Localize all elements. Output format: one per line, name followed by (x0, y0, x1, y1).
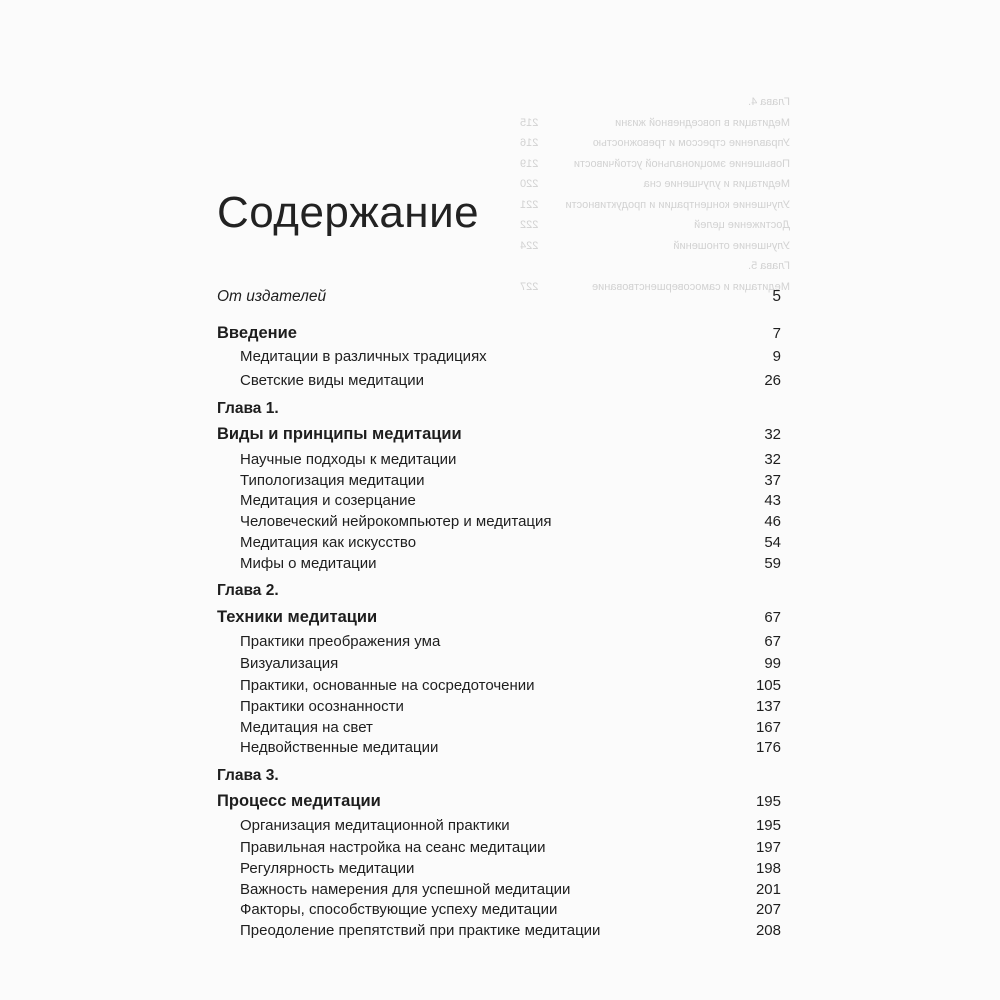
toc-section-entry (240, 674, 781, 696)
toc-entry-label: Практики, основанные на сосредоточении (240, 676, 535, 694)
toc-section-entry (240, 531, 781, 553)
toc-entry-label: Практики осознанности (240, 697, 404, 715)
toc-entry-page-number: 32 (764, 450, 781, 468)
toc-entry-page-number: 54 (764, 533, 781, 551)
toc-section-entry (240, 630, 781, 652)
toc-entry-label: Недвойственные медитации (240, 738, 439, 756)
toc-entry-label: Виды и принципы медитации (217, 424, 462, 443)
toc-chapter-entry (217, 790, 781, 812)
toc-entry-page-number: 32 (764, 425, 781, 443)
toc-entry-label: Медитация и созерцание (240, 491, 416, 509)
toc-section-entry (240, 469, 781, 491)
toc-chapter-number (217, 398, 781, 420)
toc-entry-page-number: 195 (755, 816, 781, 834)
toc-section-entry (240, 898, 781, 920)
toc-entry-label: Глава 2. (217, 582, 279, 599)
toc-entry-label: Типологизация медитации (240, 471, 425, 489)
toc-entry-label: Медитации в различных традициях (240, 347, 487, 365)
toc-entry-label: Важность намерения для успешной медитации (240, 880, 571, 898)
toc-section-entry (240, 510, 781, 532)
toc-chapter-entry (217, 423, 781, 445)
toc-entry-page-number: 7 (772, 324, 781, 342)
toc-entry-label: Медитация как искусство (240, 533, 417, 551)
toc-entry-page-number: 43 (764, 491, 781, 509)
toc-entry-label: Регулярность медитации (240, 859, 415, 877)
toc-entry-page-number: 198 (755, 859, 781, 877)
toc-chapter-entry (217, 606, 781, 628)
toc-entry-page-number: 167 (755, 718, 781, 736)
toc-entry-page-number: 105 (755, 676, 781, 694)
toc-section-entry (240, 878, 781, 900)
toc-section-entry (240, 716, 781, 738)
toc-chapter-number (217, 765, 781, 787)
toc-entry-page-number: 37 (764, 471, 781, 489)
toc-entry-label: Человеческий нейрокомпьютер и медитация (240, 512, 552, 530)
bleed-through-text: Глава 4. Медитация в повседневной жизни 215 Управление стрессом и тревожностью 216 Повышение эмоциональной устойчивости 219 Медитация и улучшение сна 220 Улучшение концентрации и продуктивности 221 Достижение целей 222 Улучшение отношений 224 Глава 5. Медитация и самосовершенствование 227 (520, 96, 790, 293)
toc-chapter-number (217, 580, 781, 602)
toc-entry-label: Введение (217, 323, 297, 342)
toc-entry-page-number: 9 (772, 347, 781, 365)
toc-section-entry (240, 369, 781, 391)
toc-section-entry (240, 919, 781, 941)
toc-entry-page-number: 195 (755, 792, 781, 810)
toc-entry-page-number: 67 (764, 632, 781, 650)
toc-section-entry (240, 552, 781, 574)
toc-entry-page-number: 67 (764, 608, 781, 626)
toc-entry-label: Процесс медитации (217, 791, 381, 810)
toc-entry-label: Факторы, способствующие успеху медитации (240, 900, 558, 918)
toc-section-entry (240, 814, 781, 836)
toc-section-entry (240, 652, 781, 674)
toc-entry-label: От издателей (217, 288, 327, 305)
toc-section-entry (240, 489, 781, 511)
toc-entry-page-number: 176 (755, 738, 781, 756)
toc-entry-page-number: 46 (764, 512, 781, 530)
toc-front-entry (217, 286, 781, 308)
toc-entry-page-number: 26 (764, 371, 781, 389)
toc-chapter-entry (217, 322, 781, 344)
toc-entry-label: Преодоление препятствий при практике медитации (240, 921, 601, 939)
toc-entry-page-number: 5 (772, 288, 781, 305)
toc-entry-label: Практики преображения ума (240, 632, 441, 650)
toc-entry-page-number: 137 (755, 697, 781, 715)
toc-entry-label: Медитация на свет (240, 718, 373, 736)
toc-section-entry (240, 857, 781, 879)
toc-entry-label: Научные подходы к медитации (240, 450, 457, 468)
toc-section-entry (240, 695, 781, 717)
toc-entry-page-number: 197 (755, 838, 781, 856)
toc-entry-label: Правильная настройка на сеанс медитации (240, 838, 546, 856)
toc-entry-page-number: 207 (755, 900, 781, 918)
toc-entry-label: Мифы о медитации (240, 554, 377, 572)
toc-entry-label: Визуализация (240, 654, 339, 672)
toc-entry-label: Глава 3. (217, 767, 279, 784)
toc-entry-page-number: 99 (764, 654, 781, 672)
page-title: Содержание (217, 188, 480, 237)
toc-section-entry (240, 836, 781, 858)
toc-entry-label: Организация медитационной практики (240, 816, 510, 834)
toc-section-entry (240, 736, 781, 758)
toc-section-entry (240, 448, 781, 470)
toc-entry-page-number: 59 (764, 554, 781, 572)
toc-entry-label: Светские виды медитации (240, 371, 425, 389)
toc-entry-label: Глава 1. (217, 400, 279, 417)
toc-entry-page-number: 201 (755, 880, 781, 898)
toc-entry-label: Техники медитации (217, 607, 378, 626)
toc-section-entry (240, 345, 781, 367)
toc-entry-page-number: 208 (755, 921, 781, 939)
